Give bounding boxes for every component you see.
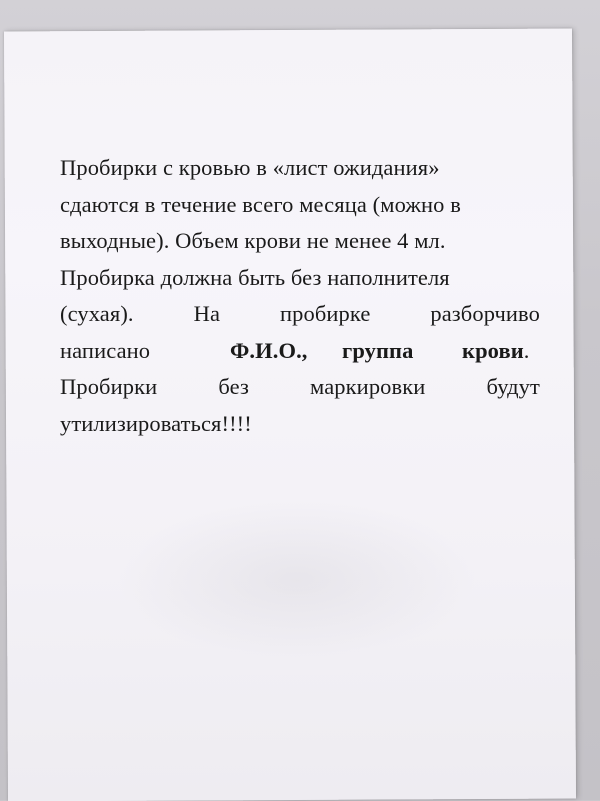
notice-line-5-word-1: (сухая).	[60, 301, 134, 326]
notice-line-6-blood: крови	[462, 337, 524, 363]
notice-line-7-word-2: без	[218, 374, 249, 399]
notice-line-5-word-2: На	[193, 301, 221, 326]
notice-line-1	[60, 150, 540, 187]
notice-line-6-group: группа	[342, 337, 414, 363]
notice-text	[60, 150, 540, 442]
notice-line-5-word-3: пробирке	[279, 301, 371, 326]
notice-line-4: Пробирка должна быть без наполнителя	[60, 264, 450, 290]
notice-line-1-text: Пробирки с кровью в «лист ожидания»	[60, 155, 440, 180]
notice-line-5-word-4: разборчиво	[430, 301, 540, 326]
notice-line-7-word-3: маркировки	[310, 374, 426, 399]
notice-line-8: утилизироваться!!!!	[60, 410, 252, 436]
notice-line-7-word-1: Пробирки	[60, 374, 158, 399]
notice-line-6-period: .	[523, 337, 530, 363]
notice-line-5	[60, 296, 540, 333]
notice-line-6-word-1: написано	[60, 337, 151, 363]
notice-line-6-fio: Ф.И.О.,	[230, 337, 308, 363]
notice-line-7	[60, 369, 540, 406]
show-through-bleed	[116, 499, 477, 661]
notice-line-3: выходные). Объем крови не менее 4 мл.	[60, 228, 446, 253]
notice-line-2: сдаются в течение всего месяца (можно в	[60, 191, 461, 217]
notice-line-7-word-4: будут	[486, 374, 540, 399]
notice-line-6	[60, 333, 540, 370]
